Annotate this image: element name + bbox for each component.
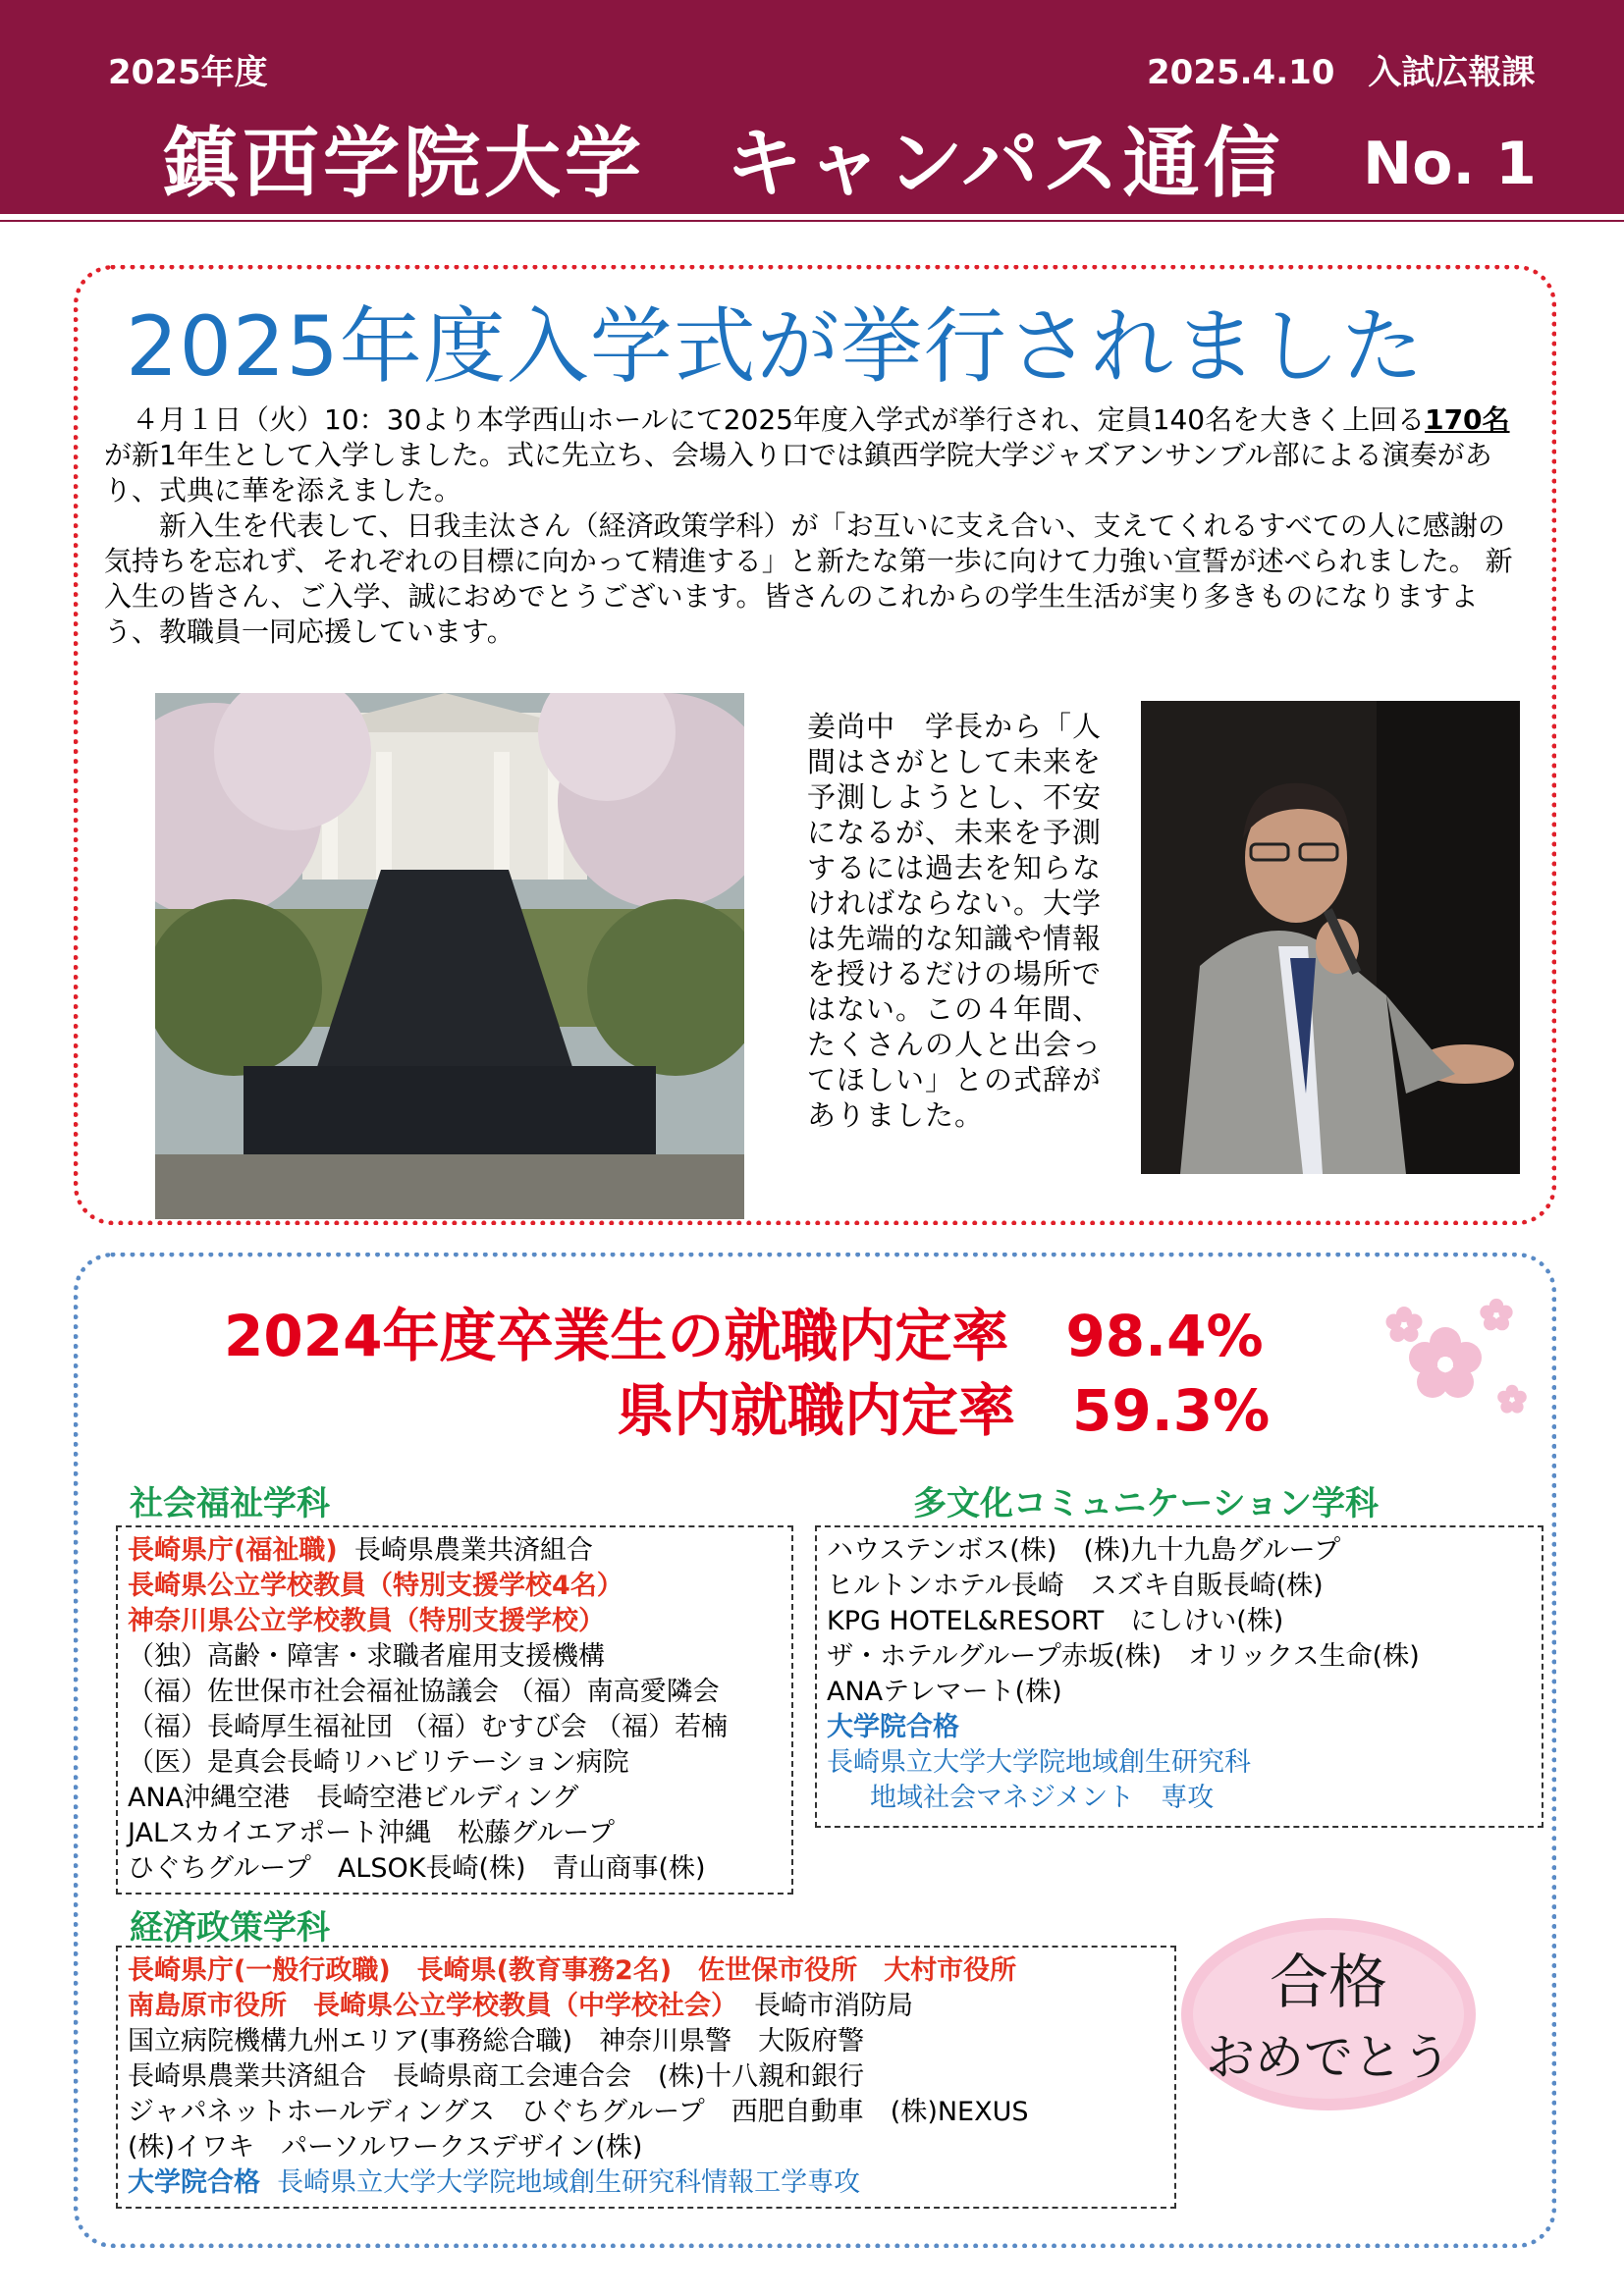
president-speech-photo [1141,701,1520,1174]
ceremony-paragraph-1: ４月１日（火）10：30より本学西山ホールにて2025年度入学式が挙行され、定員140名を大きく上回る170名が新1年生として入学しました。式に先立ち、会場入り口では鎮西学院大学ジャズアンサンブル部による演奏があり、式典に華を添えました。 [104,403,1510,507]
prefecture-employment-rate: 県内就職内定率 59.3% [617,1377,1271,1444]
list-item: 長崎県庁(一般行政職) 長崎県(教育事務2名) 佐世保市役所 大村市役所 [128,1955,1017,1986]
list-item: (株)イワキ パーソルワークスデザイン(株) [128,2132,643,2163]
list-item: （医）是真会長崎リハビリテーション病院 [128,1747,629,1778]
list-item: 国立病院機構九州エリア(事務総合職) 神奈川県警 大阪府警 [128,2026,865,2056]
list-item: 長崎県庁(福祉職) 長崎県農業共済組合 [128,1535,593,1566]
employment-rate-headline: 2024年度卒業生の就職内定率 98.4% [224,1303,1264,1369]
president-speech-summary: 姜尚中 学長から「人間はさがとして未来を予測しようとし、不安になるが、未来を予測するには過去を知らなければならない。大学は先端的な知識や情報を授けるだけの場所ではない。この４年間、たくさんの人と出会ってほしい」との式辞がありました。 [807,710,1103,1132]
ceremony-article [104,402,1518,650]
list-item: ヒルトンホテル長崎 スズキ自販長崎(株) [827,1571,1324,1601]
list-item: （福）長崎厚生福祉団 （福）むすび会 （福）若楠 [128,1712,729,1742]
multicultural-department-title: 多文化コミュニケーション学科 [913,1484,1379,1523]
welfare-department-title: 社会福祉学科 [130,1484,330,1523]
header-year: 2025年度 [108,53,268,92]
newsletter-title: 鎮西学院大学 キャンパス通信 [162,120,1284,208]
list-item: 大学院合格 [827,1712,959,1742]
list-item: ANAテレマート(株) [827,1677,1062,1707]
economics-employment-list [116,1946,1176,2209]
multicultural-employment-list [815,1525,1543,1828]
list-item: ザ・ホテルグループ赤坂(株) オリックス生命(株) [827,1641,1420,1672]
list-item: JALスカイエアポート沖縄 松藤グループ [128,1818,615,1848]
list-item: ハウステンボス(株) (株)九十九島グループ [827,1535,1341,1566]
entrance-ceremony-group-photo [155,693,744,1219]
economics-department-title: 経済政策学科 [130,1908,330,1948]
cherry-blossom-decoration [1377,1294,1534,1427]
list-item: ひぐちグループ ALSOK長崎(株) 青山商事(株) [128,1853,706,1884]
list-item: KPG HOTEL&RESORT にしけい(株) [827,1606,1284,1636]
congrats-line-2: おめでとう [1206,2029,1451,2086]
list-item: 南島原市役所 長崎県公立学校教員（中学校社会） 長崎市消防局 [128,1991,914,2021]
enrollment-count: 170名 [1425,403,1510,436]
congrats-line-1: 合格 [1270,1949,1387,2017]
list-item: 大学院合格 長崎県立大学大学院地域創生研究科情報工学専攻 [128,2167,861,2198]
issue-number: No. 1 [1363,130,1537,198]
list-item: （独）高齢・障害・求職者雇用支援機構 [128,1641,605,1672]
list-item: 地域社会マネジメント 専攻 [870,1783,1215,1813]
ceremony-headline: 2025年度入学式が挙行されました [126,298,1425,395]
list-item: 長崎県公立学校教員（特別支援学校4名） [128,1571,623,1601]
list-item: （福）佐世保市社会福祉協議会 （福）南高愛隣会 [128,1677,720,1707]
ceremony-paragraph-2: 新入生を代表して、日我圭汰さん（経済政策学科）が「お互いに支え合い、支えてくれるすべての人に感謝の気持ちを忘れず、それぞれの目標に向かって精進する」と新たな第一歩に向けて力強い宣誓が述べられました。 新入生の皆さん、ご入学、誠におめでとうございます。皆さんのこれからの学生生活が実り多きものになりますよう、教職員一同応援しています。 [104,509,1513,648]
list-item: 長崎県立大学大学院地域創生研究科 [827,1747,1251,1778]
list-item: 神奈川県公立学校教員（特別支援学校） [128,1606,605,1636]
congratulations-badge [1176,1910,1481,2118]
list-item: ジャパネットホールディングス ひぐちグループ 西肥自動車 (株)NEXUS [128,2097,1029,2127]
welfare-employment-list [116,1525,793,1895]
header-date-department: 2025.4.10 入試広報課 [1147,53,1536,92]
list-item: ANA沖縄空港 長崎空港ビルディング [128,1783,579,1813]
list-item: 長崎県農業共済組合 長崎県商工会連合会 (株)十八親和銀行 [128,2061,865,2092]
